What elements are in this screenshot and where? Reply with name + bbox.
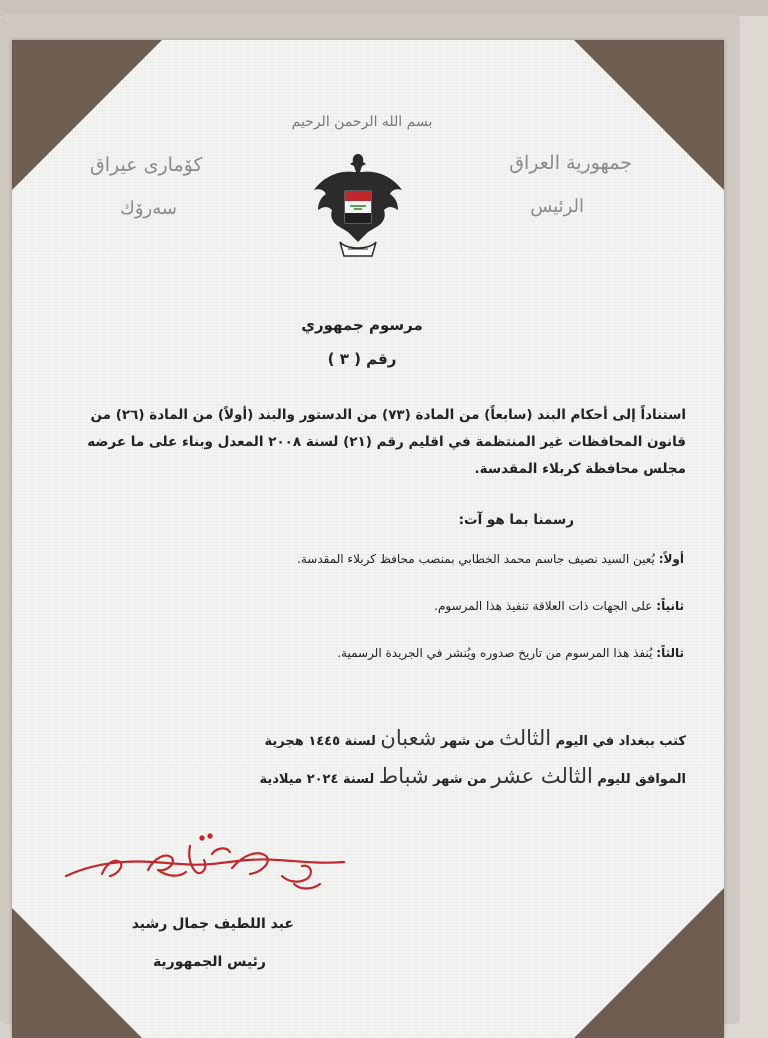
decree-item-text: يُنفذ هذا المرسوم من تاريخ صدوره ويُنشر في الجريدة الرسمية. [337,646,653,660]
date-text: من شهر [433,772,487,787]
decree-item-label: ثالثاً: [656,646,684,660]
handwritten-day: الثالث [499,726,552,750]
decree-title: مرسوم جمهوري [301,316,423,334]
signer-name: عبد اللطيف جمال رشيد [131,916,294,932]
date-hijri-line [46,726,686,750]
handwritten-month: شباط [378,764,429,788]
header-republic-kurdish: كۆماری عیراق [90,154,203,176]
date-gregorian-line [46,764,686,788]
decree-number: رقم ( ٣ ) [327,350,397,368]
decree-resolution-line: رسمنا بما هو آت: [458,512,574,528]
iraq-eagle-emblem-icon [310,146,406,266]
document-folder [0,14,740,1024]
header-republic-arabic: جمهورية العراق [509,152,632,174]
decree-item-first [297,552,684,566]
decree-item-label: أولاً: [658,552,684,566]
header-president-arabic: الرئيس [530,196,584,217]
signer-title: رئيس الجمهورية [152,954,266,970]
folder-corner-bottom-left [12,908,142,1038]
date-text: الموافق لليوم [597,772,686,787]
decree-item-text: يُعين السيد نصيف جاسم محمد الخطابي بمنصب محافظ كربلاء المقدسة. [297,552,655,566]
header-president-kurdish: سەرۆك [120,198,177,219]
decree-item-second [434,599,684,613]
date-text: لسنة ٢٠٢٤ ميلادية [259,772,375,787]
handwritten-month: شعبان [380,726,437,750]
handwritten-signature [62,824,352,904]
decree-preamble: استناداً إلى أحكام البند (سابعاً) من المادة (٧٣) من الدستور والبند (أولاً) من المادة (٢٦) من قانون المحافظات غير المنتظمة في اقليم رقم (٢١) لسنة ٢٠٠٨ المعدل وبناء على ما عرضه مجلس محافظة كربلاء المقدسة. [87,407,686,477]
handwritten-day: الثالث عشر [491,764,593,788]
decree-item-label: ثانياً: [656,599,684,613]
decree-sheet [12,40,724,1038]
decree-item-text: على الجهات ذات العلاقة تنفيذ هذا المرسوم. [434,599,653,613]
folder-corner-bottom-right [574,888,724,1038]
date-text: لسنة ١٤٤٥ هجرية [264,734,376,749]
date-text: كتب ببغداد في اليوم [555,734,686,749]
date-text: من شهر [440,734,495,749]
basmala: بسم الله الرحمن الرحيم [291,114,433,130]
decree-item-third [337,646,684,660]
